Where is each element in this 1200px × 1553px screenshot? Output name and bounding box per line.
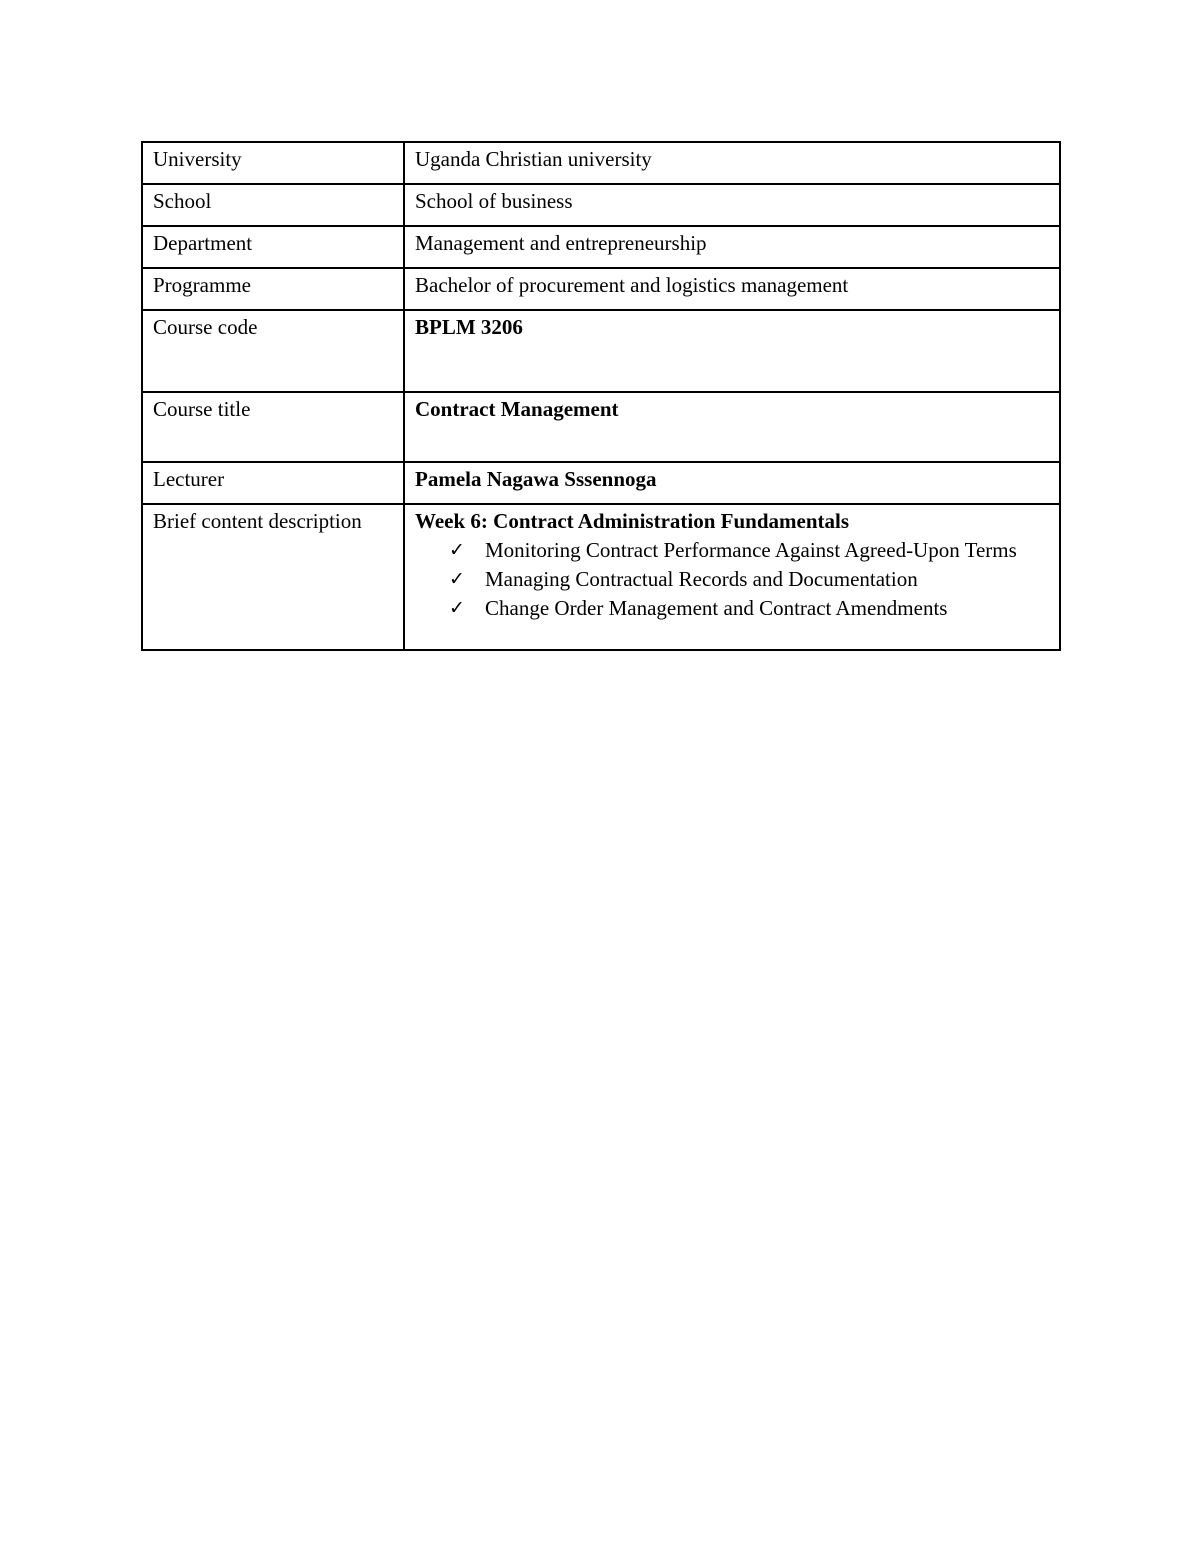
label-course-code: Course code bbox=[142, 310, 404, 392]
label-university: University bbox=[142, 142, 404, 184]
table-row-course-title bbox=[142, 392, 1060, 462]
value-university: Uganda Christian university bbox=[404, 142, 1060, 184]
course-info-table bbox=[141, 141, 1061, 651]
table-row-lecturer bbox=[142, 462, 1060, 504]
checkmark-icon: ✓ bbox=[449, 597, 465, 619]
label-department: Department bbox=[142, 226, 404, 268]
label-description: Brief content description bbox=[142, 504, 404, 650]
topic-text: Change Order Management and Contract Amendments bbox=[485, 596, 948, 620]
checkmark-icon: ✓ bbox=[449, 539, 465, 561]
table-row-department bbox=[142, 226, 1060, 268]
value-description bbox=[404, 504, 1060, 650]
checkmark-icon: ✓ bbox=[449, 568, 465, 590]
description-heading: Week 6: Contract Administration Fundamentals bbox=[415, 509, 850, 533]
value-programme: Bachelor of procurement and logistics management bbox=[404, 268, 1060, 310]
value-school: School of business bbox=[404, 184, 1060, 226]
value-department: Management and entrepreneurship bbox=[404, 226, 1060, 268]
table-row-university bbox=[142, 142, 1060, 184]
label-course-title: Course title bbox=[142, 392, 404, 462]
topic-list bbox=[415, 536, 1049, 622]
table-row-programme bbox=[142, 268, 1060, 310]
topic-text: Managing Contractual Records and Documentation bbox=[485, 567, 918, 591]
table-row-school bbox=[142, 184, 1060, 226]
table-row-course-code bbox=[142, 310, 1060, 392]
value-lecturer: Pamela Nagawa Sssennoga bbox=[404, 462, 1060, 504]
table-row-description bbox=[142, 504, 1060, 650]
topic-text: Monitoring Contract Performance Against Agreed-Upon Terms bbox=[485, 538, 1017, 562]
list-item bbox=[449, 565, 1049, 593]
label-programme: Programme bbox=[142, 268, 404, 310]
value-course-title: Contract Management bbox=[404, 392, 1060, 462]
list-item bbox=[449, 594, 1049, 622]
label-lecturer: Lecturer bbox=[142, 462, 404, 504]
label-school: School bbox=[142, 184, 404, 226]
value-course-code: BPLM 3206 bbox=[404, 310, 1060, 392]
list-item bbox=[449, 536, 1049, 564]
